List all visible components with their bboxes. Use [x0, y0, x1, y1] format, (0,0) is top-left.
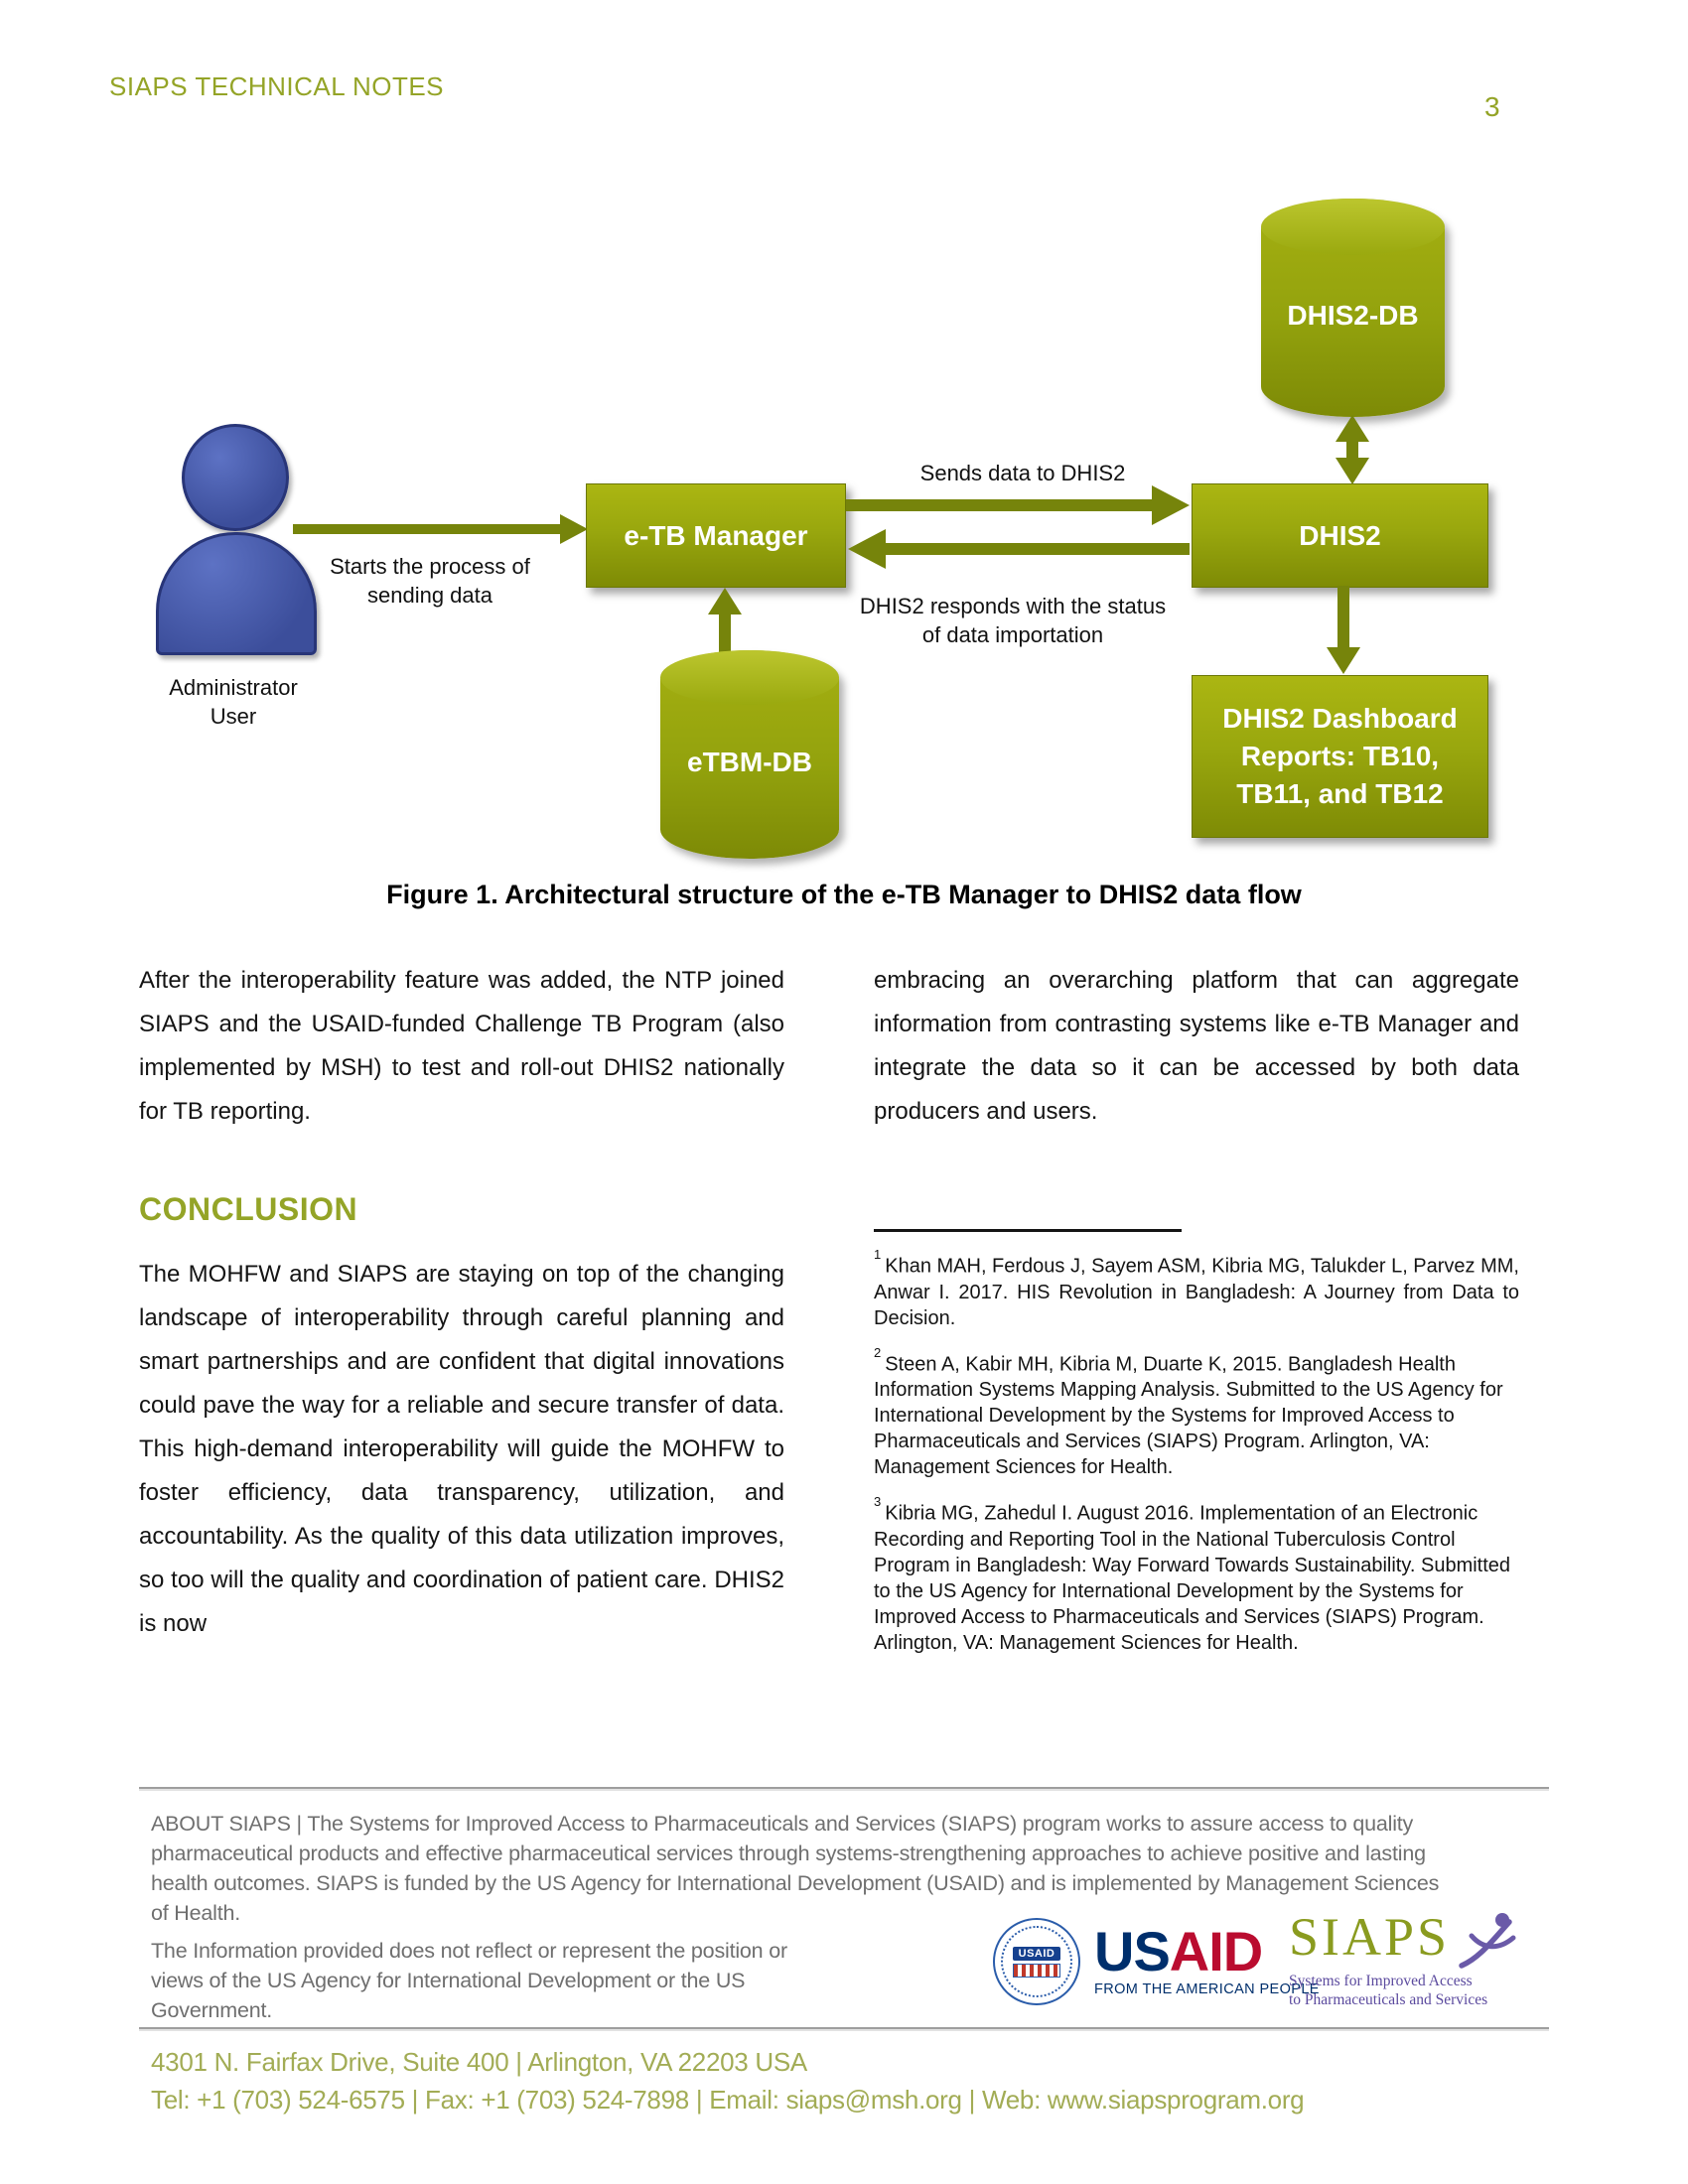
- usaid-seal-stripes: [1013, 1964, 1060, 1978]
- usaid-wordmark-us: US: [1094, 1920, 1170, 1982]
- dhis2db-label: DHIS2-DB: [1287, 300, 1419, 331]
- body-paragraph-right: embracing an overarching platform that can aggregate information from contrasting systems like e-TB Manager and integrate the data so it can be accessed by both data producers and users.: [874, 967, 1519, 1125]
- footer-top-divider: [139, 1787, 1549, 1789]
- footnote-2-text: Steen A, Kabir MH, Kibria M, Duarte K, 2015. Bangladesh Health Information Systems Mapping Analysis. Submitted to the US Agency for International Development by the Systems for Improved Access to Pharmaceuticals and Services (SIAPS) Program. Arlington, VA: Management Sciences for Health.: [874, 1353, 1503, 1479]
- etbmdb-label: eTBM-DB: [687, 747, 812, 777]
- arrow-user-to-etb-head: [560, 514, 588, 544]
- arrow-dhis2-to-dashboard-head: [1327, 647, 1360, 674]
- siaps-figure-icon: [1456, 1910, 1519, 1970]
- arrow-dhis2-to-etb-head: [848, 529, 886, 569]
- footnote-3-text: Kibria MG, Zahedul I. August 2016. Implementation of an Electronic Recording and Reporting Tool in the National Tuberculosis Control Program in Bangladesh: Way Forward Towards Sustainability. Submitted to the US Agency for International Development by the Systems for Improved Access to Pharmaceuticals and Services (SIAPS) Program. Arlington, VA: Management Sciences for Health.: [874, 1502, 1511, 1654]
- arrow-dhis2-to-dashboard: [1337, 586, 1349, 648]
- dhis2-dashboard-box: [1192, 675, 1488, 838]
- footnote-2: [874, 1346, 1519, 1481]
- body-paragraph-left: After the interoperability feature was added, the NTP joined SIAPS and the USAID-funded Challenge TB Program (also implemented by MSH) to test and roll-out DHIS2 nationally for TB reporting.: [139, 967, 784, 1125]
- about-siaps-text: ABOUT SIAPS | The Systems for Improved Access to Pharmaceuticals and Services (SIAPS) program works to assure access to quality pharmaceutical products and effective pharmaceutical services through systems-strengthening approaches to achieve positive and lasting health outcomes. SIAPS is funded by the US Agency for International Development (USAID) and is implemented by Management Sciences of Health.: [151, 1812, 1440, 1925]
- dhis2-dashboard-label: DHIS2 Dashboard Reports: TB10, TB11, and TB12: [1222, 703, 1458, 809]
- footnote-3: [874, 1495, 1519, 1656]
- disclaimer-text: The Information provided does not reflect or represent the position or views of the US Agency for International Development or the US Government.: [151, 1939, 787, 2022]
- usaid-logo: [993, 1912, 1320, 2011]
- usaid-wordmark: [1094, 1920, 1320, 1982]
- arrow-etb-to-dhis2-head: [1152, 485, 1190, 525]
- footer-contact: Tel: +1 (703) 524-6575 | Fax: +1 (703) 524-7898 | Email: siaps@msh.org | Web: www.siapsprogram.org: [151, 2085, 1305, 2115]
- figure-caption: Figure 1. Architectural structure of the e-TB Manager to DHIS2 data flow: [386, 880, 1302, 909]
- actor-label: Administrator User: [169, 675, 298, 729]
- dhis2db-cylinder: [1261, 199, 1445, 417]
- arrow-dhis2-to-db-down-head: [1336, 458, 1369, 484]
- page-header-title: SIAPS TECHNICAL NOTES: [109, 71, 445, 101]
- conclusion-paragraph: The MOHFW and SIAPS are staying on top of the changing landscape of interoperability through careful planning and smart partnerships and are confident that digital innovations could pave the way for a reliable and secure transfer of data. This high-demand interoperability will guide the MOHFW to foster efficiency, data transparency, utilization, and accountability. As the quality of this data utilization improves, so too will the quality and coordination of patient care. DHIS2 is now: [139, 1261, 784, 1637]
- responds-label: DHIS2 responds with the status of data importation: [859, 594, 1167, 647]
- siaps-logo-name: SIAPS: [1289, 1907, 1451, 1967]
- usaid-wordmark-aid: AID: [1169, 1920, 1263, 1982]
- siaps-logo: [1289, 1907, 1519, 2009]
- footnote-1-number: 1: [874, 1247, 882, 1262]
- arrow-dhis2-to-etb: [884, 543, 1190, 555]
- footnote-1-text: Khan MAH, Ferdous J, Sayem ASM, Kibria MG, Talukder L, Parvez MM, Anwar I. 2017. HIS Revolution in Bangladesh: A Journey from Data to Decision.: [874, 1255, 1519, 1329]
- arrow-user-to-etb: [293, 524, 563, 534]
- usaid-seal-text: USAID: [1013, 1947, 1061, 1961]
- siaps-tagline-line1: Systems for Improved Access: [1289, 1973, 1473, 1989]
- etb-manager-box: e-TB Manager: [586, 483, 846, 588]
- footnote-2-number: 2: [874, 1344, 882, 1360]
- footnote-3-number: 3: [874, 1494, 882, 1510]
- footnote-1: [874, 1248, 1519, 1331]
- conclusion-heading: CONCLUSION: [139, 1191, 358, 1227]
- usaid-seal-icon: [993, 1918, 1080, 2005]
- page-number: 3: [1484, 91, 1500, 122]
- siaps-tagline-line2: to Pharmaceuticals and Services: [1289, 1991, 1488, 2008]
- footnote-separator: [874, 1229, 1182, 1232]
- dhis2-box: DHIS2: [1192, 483, 1488, 588]
- arrow-etb-to-dhis2: [846, 499, 1156, 511]
- etbmdb-cylinder: [660, 650, 839, 859]
- usaid-tagline: FROM THE AMERICAN PEOPLE: [1094, 1981, 1320, 1997]
- footer-address: 4301 N. Fairfax Drive, Suite 400 | Arlington, VA 22203 USA: [151, 2047, 807, 2077]
- footer-bottom-divider: [139, 2027, 1549, 2029]
- user-arrow-label: Starts the process of sending data: [330, 554, 530, 608]
- administrator-user-icon-body: [156, 532, 317, 655]
- footnotes-section: [874, 1229, 1519, 1671]
- administrator-user-icon: [182, 424, 289, 531]
- arrow-etbmdb-to-etb-head: [708, 588, 742, 614]
- sends-data-label: Sends data to DHIS2: [919, 461, 1126, 485]
